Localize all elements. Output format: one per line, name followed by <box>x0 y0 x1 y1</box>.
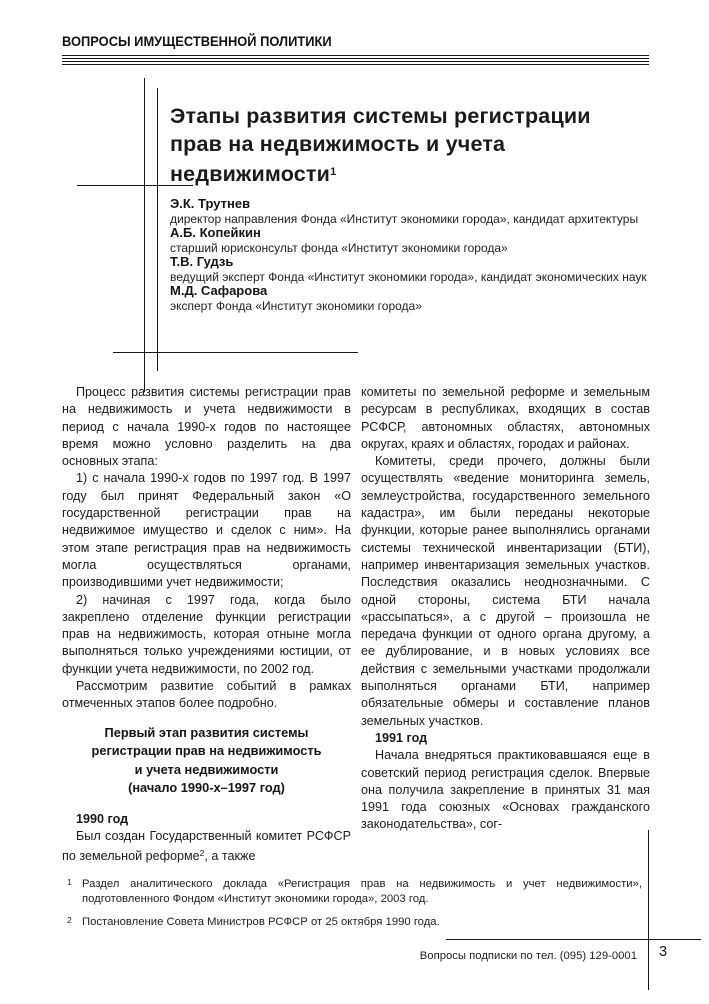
author-name: А.Б. Копейкин <box>170 225 261 240</box>
article-title-line <box>170 158 640 188</box>
body-paragraph: 1) с начала 1990-х годов по 1997 год. В 1997 году был принят Федеральный закон «О государственной регистрации прав на недвижимое имущество и сделок с ним». На этом этапе регистрация прав на недвижимость могла осуществляться органами, производившими учет недвижимости; <box>62 471 351 590</box>
article-title-line: прав на недвижимость и учета <box>170 132 506 157</box>
subscription-note: Вопросы подписки по тел. (095) 129-0001 <box>419 950 637 962</box>
author-name: Э.К. Трутнев <box>170 196 251 211</box>
stage-heading-line: (начало 1990-х–1997 год) <box>128 780 285 796</box>
author-role: эксперт Фонда «Институт экономики города» <box>170 298 422 313</box>
section-rubric: ВОПРОСЫ ИМУЩЕСТВЕННОЙ ПОЛИТИКИ <box>62 33 332 49</box>
footnote <box>64 877 642 907</box>
article-title-line: Этапы развития системы регистрации <box>170 104 591 129</box>
right-column <box>361 384 650 866</box>
author-role: директор направления Фонда «Институт экономики города», кандидат архитектуры <box>170 211 639 226</box>
title-footnote-marker: 1 <box>330 166 337 179</box>
stage-heading-line: регистрации прав на недвижимость <box>91 743 322 759</box>
body-paragraph: 2) начиная с 1997 года, когда было закреплено отделение функции регистрации прав на недвижимость, которая отныне могла выполняться только учреждениями юстиции, от функции учета недвижимости, по 2002 год. <box>62 592 351 676</box>
rubric-rule <box>62 55 649 65</box>
decorative-horizontal-line-bottom <box>113 352 358 353</box>
author-entry <box>170 255 648 284</box>
article-title-line-text: недвижимости <box>170 162 331 187</box>
body-paragraph: Начала внедряться практиковавшаяся еще в советский период регистрация сделок. Впервые она получила закрепление в принятых 31 мая 1991 года союзных «Основах гражданского законодательства», сог- <box>361 748 650 832</box>
author-role: ведущий эксперт Фонда «Институт экономики города», кандидат экономических наук <box>170 269 647 284</box>
body-paragraph <box>62 828 351 866</box>
author-entry <box>170 197 648 226</box>
left-column <box>62 384 351 866</box>
page-number: 3 <box>659 944 668 960</box>
author-entry <box>170 284 648 313</box>
year-heading-1991: 1991 год <box>375 730 428 745</box>
year-heading-1990: 1990 год <box>76 811 129 826</box>
body-paragraph: комитеты по земельной реформе и земельным ресурсам в республиках, входящих в состав РСФСР, автономных областях, автономных округах, краях и областях, городах и районах. <box>361 385 650 451</box>
footnote-marker: 2 <box>199 848 205 859</box>
stage-heading-line: и учета недвижимости <box>134 761 279 777</box>
paragraph-text: , а также <box>204 849 256 864</box>
footnote-number: 1 <box>67 877 72 887</box>
footnote <box>64 915 642 930</box>
body-paragraph: Комитеты, среди прочего, должны были осуществлять «ведение мониторинга земель, землеустройства, государственного земельного кадастра», им были переданы некоторые функции, которые ранее выполнялись органами системы технической инвентаризации (БТИ), например инвентаризация земельных участков. Последствия оказались неоднозначными. С одной стороны, система БТИ начала «рассыпаться», а с другой – произошла не передача функции от одного органа другому, а ее дублирование, и в новых условиях все действия с земельными участками продолжали выполняться органами БТИ, например обязательные обмеры и составление планов земельных участков. <box>361 454 650 728</box>
footnote-number: 2 <box>67 915 72 925</box>
article-body <box>62 384 650 866</box>
author-entry <box>170 226 648 255</box>
author-name: Т.В. Гудзь <box>170 254 234 269</box>
stage-heading <box>62 724 351 798</box>
decorative-vertical-line-long <box>144 78 145 392</box>
author-name: М.Д. Сафарова <box>170 283 268 298</box>
stage-heading-line: Первый этап развития системы <box>104 724 309 740</box>
author-role: старший юрисконсульт фонда «Институт экономики города» <box>170 240 508 255</box>
authors-block <box>170 197 648 313</box>
footnotes-block <box>64 877 642 938</box>
article-title <box>170 102 640 188</box>
body-paragraph: Рассмотрим развитие событий в рамках отмеченных этапов более подробно. <box>62 679 351 711</box>
paragraph-text: Был создан Государственный комитет РСФСР по земельной реформе <box>62 828 351 864</box>
page-number-divider <box>648 830 649 990</box>
footnote-text: Постановление Совета Министров РСФСР от 25 октября 1990 года. <box>82 916 440 928</box>
decorative-vertical-line-short <box>157 88 158 371</box>
footer-rule <box>446 939 701 940</box>
footnote-text: Раздел аналитического доклада «Регистрация прав на недвижимость и учет недвижимости», подготовленного Фондом «Институт экономики города», 2003 год. <box>82 878 642 905</box>
body-paragraph: Процесс развития системы регистрации прав на недвижимость и учета недвижимости в период с начала 1990-х годов по настоящее время можно условно разделить на два основных этапа: <box>62 385 351 469</box>
